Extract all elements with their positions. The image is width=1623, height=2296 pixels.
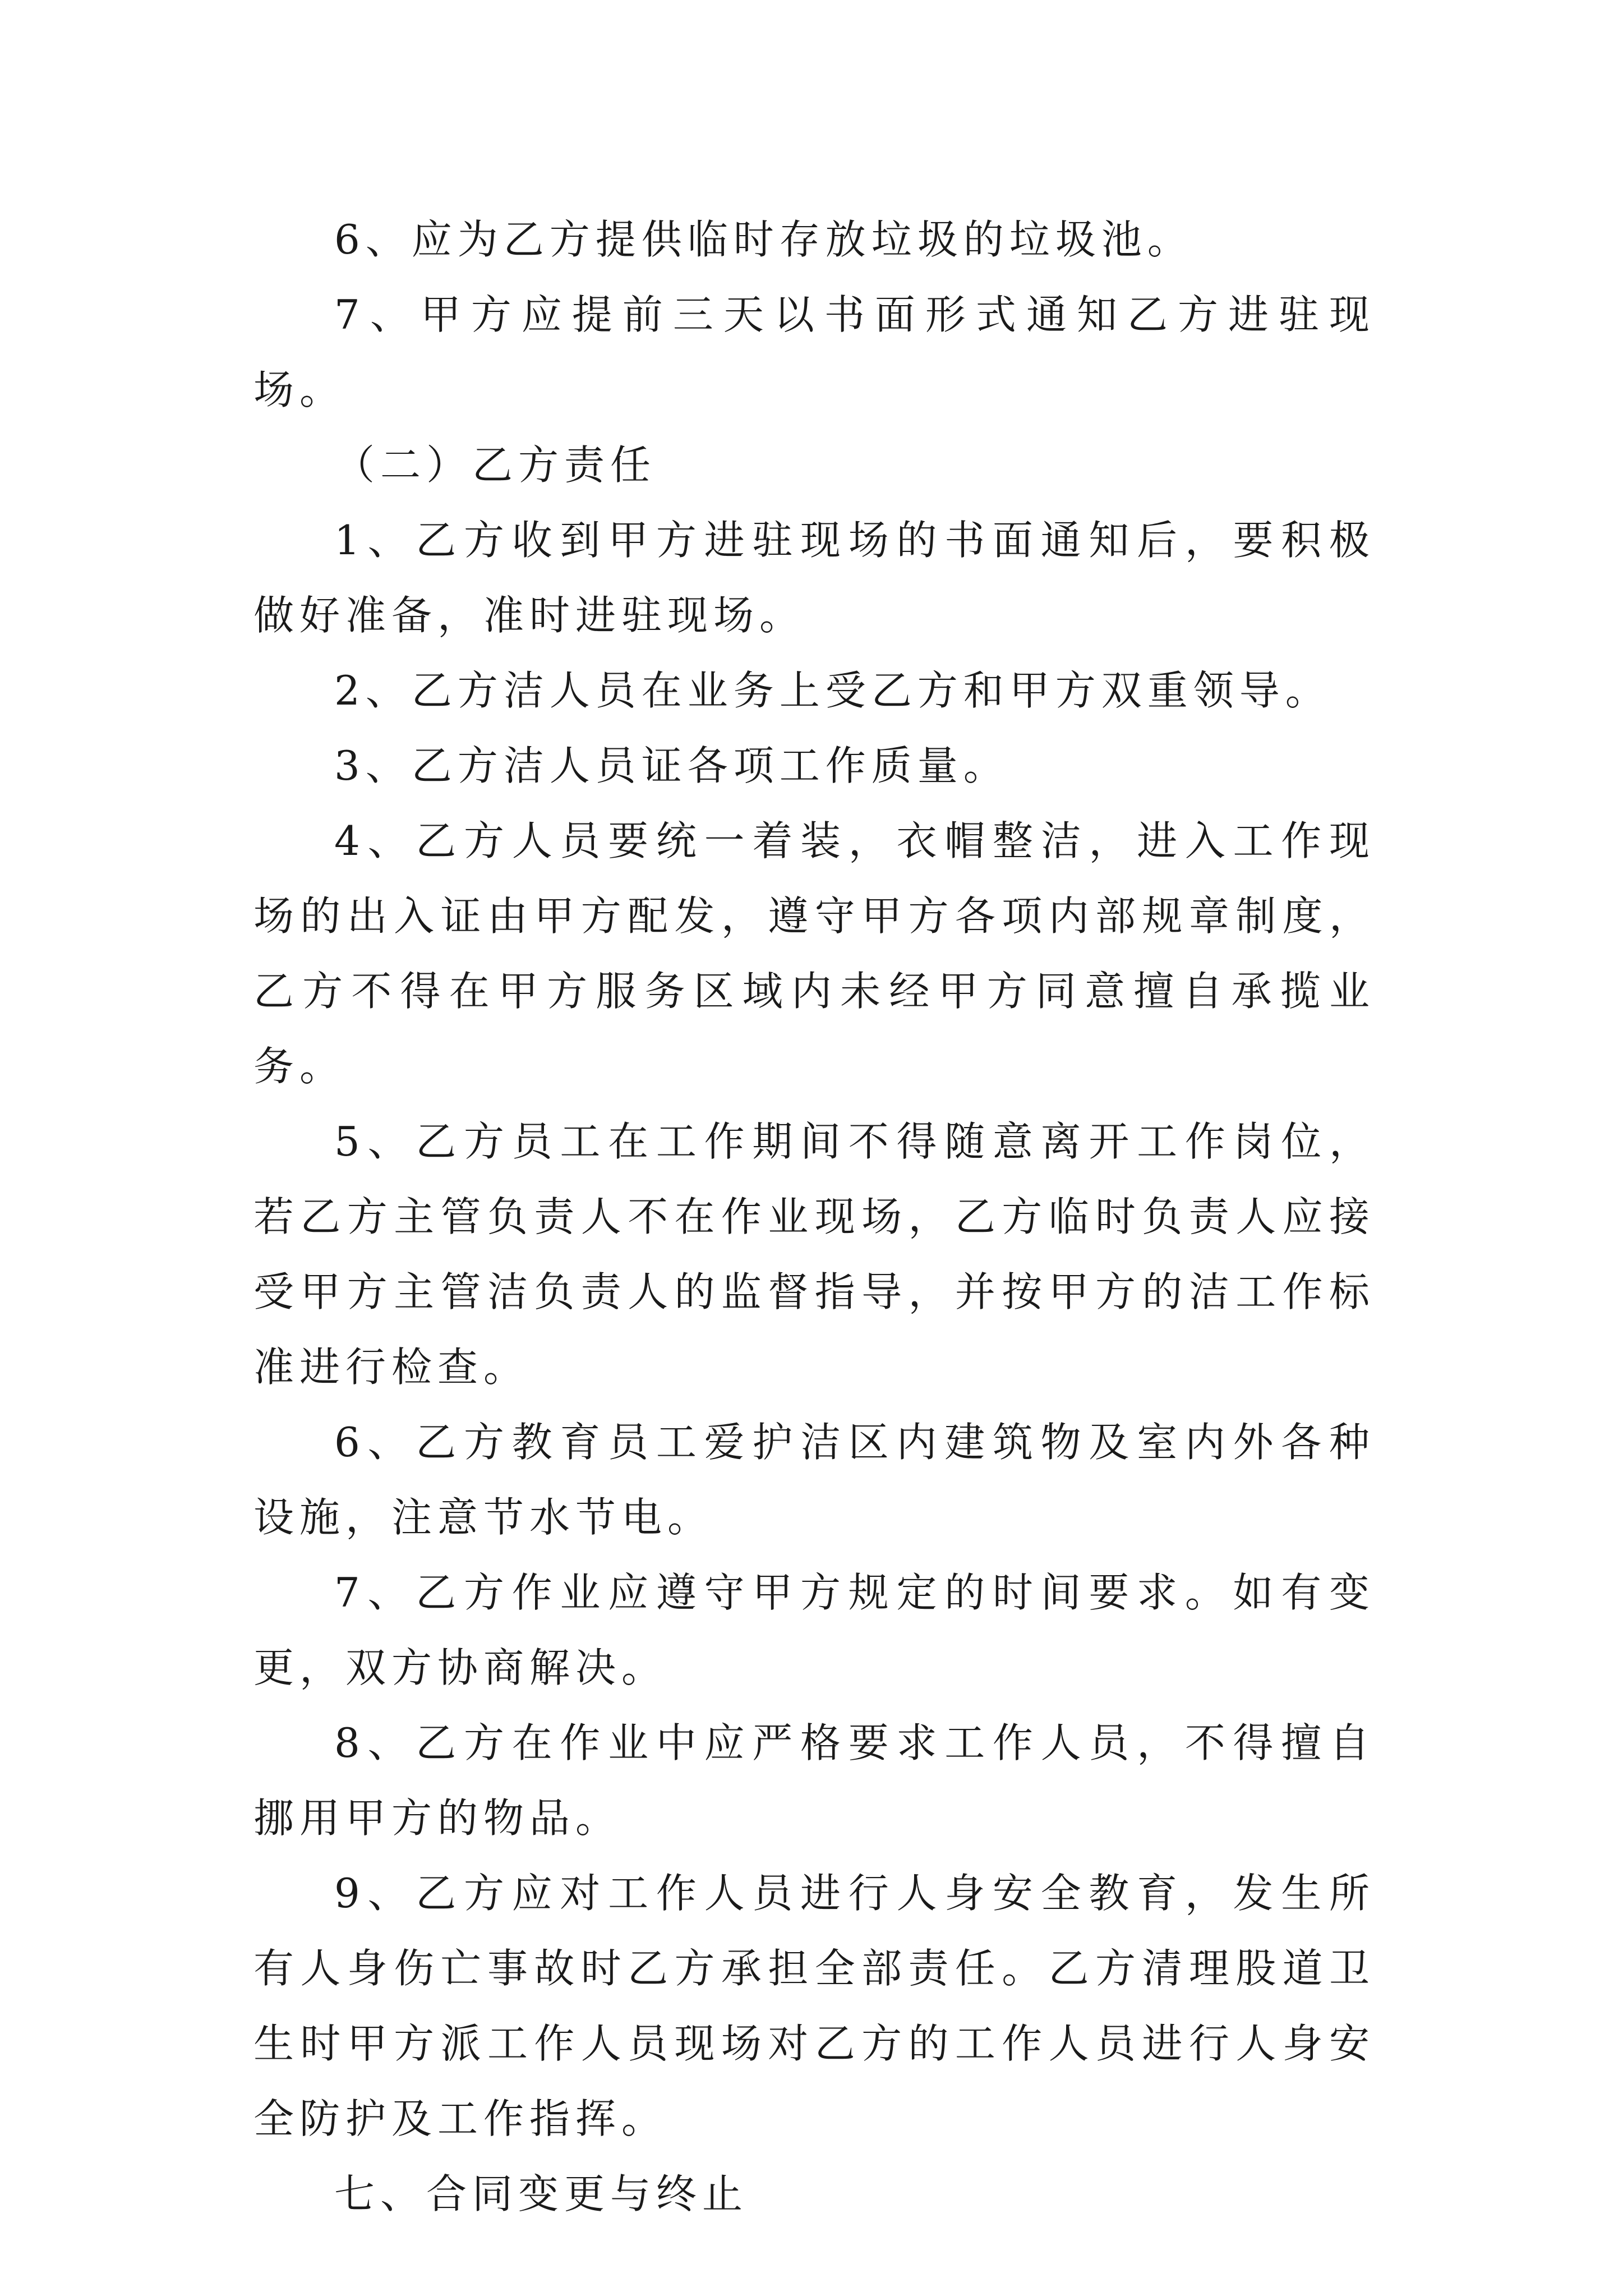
section-heading-contract-change: 七、合同变更与终止: [334, 2170, 749, 2217]
section-heading-party-b: （二）乙方责任: [334, 441, 657, 489]
document-body: [253, 202, 1375, 2231]
paragraph-b-item-1: 1、乙方收到甲方进驻现场的书面通知后，要积极做好准备，准时进驻现场。: [253, 517, 1375, 639]
paragraph-b-item-2: 2、乙方洁人员在业务上受乙方和甲方双重领导。: [334, 667, 1331, 714]
paragraph-b-item-7: 7、乙方作业应遵守甲方规定的时间要求。如有变更，双方协商解决。: [253, 1569, 1375, 1691]
paragraph-b-item-3: 3、乙方洁人员证各项工作质量。: [334, 742, 1009, 789]
paragraph-b-item-8: 8、乙方在作业中应严格要求工作人员，不得擅自挪用甲方的物品。: [253, 1719, 1375, 1842]
paragraph-b-item-9: 9、乙方应对工作人员进行人身安全教育，发生所有人身伤亡事故时乙方承担全部责任。乙方清理股道卫生时甲方派工作人员现场对乙方的工作人员进行人身安全防护及工作指挥。: [253, 1870, 1375, 2142]
paragraph-item-6: 6、应为乙方提供临时存放垃圾的垃圾池。: [334, 216, 1193, 263]
paragraph-b-item-4: 4、乙方人员要统一着装，衣帽整洁，进入工作现场的出入证由甲方配发，遵守甲方各项内部规章制度，乙方不得在甲方服务区域内未经甲方同意擅自承揽业务。: [253, 817, 1375, 1090]
paragraph-b-item-6: 6、乙方教育员工爱护洁区内建筑物及室内外各种设施，注意节水节电。: [253, 1419, 1375, 1541]
paragraph-b-item-5: 5、乙方员工在工作期间不得随意离开工作岗位，若乙方主管负责人不在作业现场，乙方临时负责人应接受甲方主管洁负责人的监督指导，并按甲方的洁工作标准进行检查。: [253, 1118, 1375, 1391]
paragraph-item-7: 7、甲方应提前三天以书面形式通知乙方进驻现场。: [253, 291, 1375, 413]
